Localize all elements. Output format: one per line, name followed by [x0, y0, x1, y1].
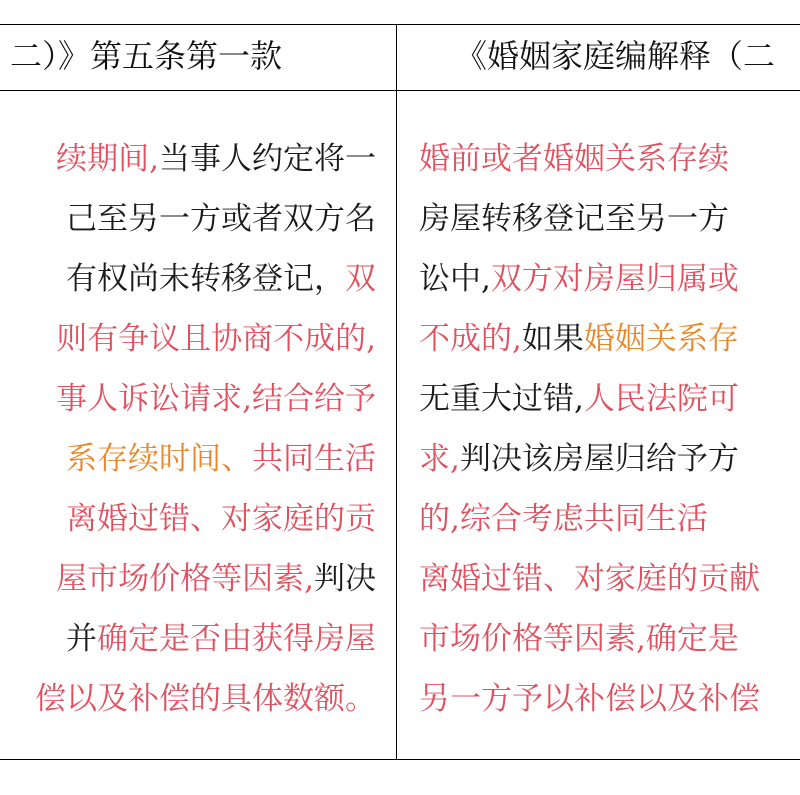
- text-line: [419, 436, 739, 482]
- text-line: [66, 436, 376, 482]
- text-segment: 人民法院可: [583, 381, 739, 417]
- text-line: [419, 676, 760, 722]
- text-segment: 双方对房屋归属或: [490, 261, 739, 297]
- body-cell-right: [397, 91, 800, 759]
- text-line: [35, 676, 376, 722]
- header-left-text: 二）》第五条第一款: [10, 37, 283, 75]
- text-line: [419, 196, 729, 242]
- text-segment: 并: [66, 621, 97, 657]
- text-line: [66, 256, 376, 302]
- text-segment: 确定是否由获得房屋: [97, 621, 376, 657]
- text-segment: 己至另一方或者双方名: [66, 201, 376, 237]
- table-bottom-border: [0, 759, 800, 760]
- text-segment: 另一方予以补偿以及补偿: [419, 681, 760, 717]
- text-segment: 房屋转移登记至另一方: [419, 201, 729, 237]
- text-segment: 事人诉讼请求,结合给予: [56, 381, 376, 417]
- text-line: [419, 316, 739, 362]
- text-segment: 离婚过错、对家庭的贡献: [419, 561, 760, 597]
- text-segment: 无重大过错,: [419, 381, 584, 417]
- body-cell-left: [0, 91, 396, 759]
- text-segment: 续期间,: [56, 141, 159, 177]
- text-segment: 市场价格等因素,确定是: [419, 621, 739, 657]
- text-segment: 的,: [419, 501, 460, 537]
- text-segment: 综合考虑共同生活: [459, 501, 708, 537]
- header-cell-right: [397, 25, 800, 90]
- text-segment: 双: [345, 261, 376, 297]
- text-line: [66, 496, 376, 542]
- text-line: [419, 376, 739, 422]
- text-segment: 如果: [521, 321, 584, 357]
- text-segment: 讼中,: [419, 261, 491, 297]
- text-segment: 离婚过错、对家庭的贡: [66, 501, 376, 537]
- text-segment: 有权尚未转移登记，: [66, 261, 345, 297]
- text-segment: 系存续时间、: [66, 441, 252, 477]
- text-segment: 屋市场价格等因素,: [56, 561, 314, 597]
- text-segment: 当事人约定将一: [159, 141, 376, 177]
- text-line: [419, 616, 739, 662]
- text-line: [66, 196, 376, 242]
- text-segment: 婚姻关系存: [583, 321, 739, 357]
- text-segment: 偿以及补偿的具体数额。: [35, 681, 376, 717]
- text-segment: 不成的,: [419, 321, 522, 357]
- text-segment: 共同生活: [252, 441, 376, 477]
- text-line: [56, 556, 376, 602]
- text-line: [419, 256, 739, 302]
- text-segment: 则有争议且协商不成的,: [56, 321, 376, 357]
- text-line: [66, 616, 376, 662]
- text-line: [419, 136, 729, 182]
- text-segment: 求,: [419, 441, 460, 477]
- text-segment: 婚前或者婚姻关系存续: [419, 141, 729, 177]
- text-segment: 判决: [314, 561, 376, 597]
- text-line: [56, 316, 376, 362]
- header-right-text: 《婚姻家庭编解释（二: [455, 37, 776, 75]
- text-line: [56, 136, 376, 182]
- text-line: [56, 376, 376, 422]
- header-cell-left: [0, 25, 396, 90]
- text-segment: 判决该房屋归给予方: [459, 441, 739, 477]
- text-line: [419, 556, 760, 602]
- text-line: [419, 496, 708, 542]
